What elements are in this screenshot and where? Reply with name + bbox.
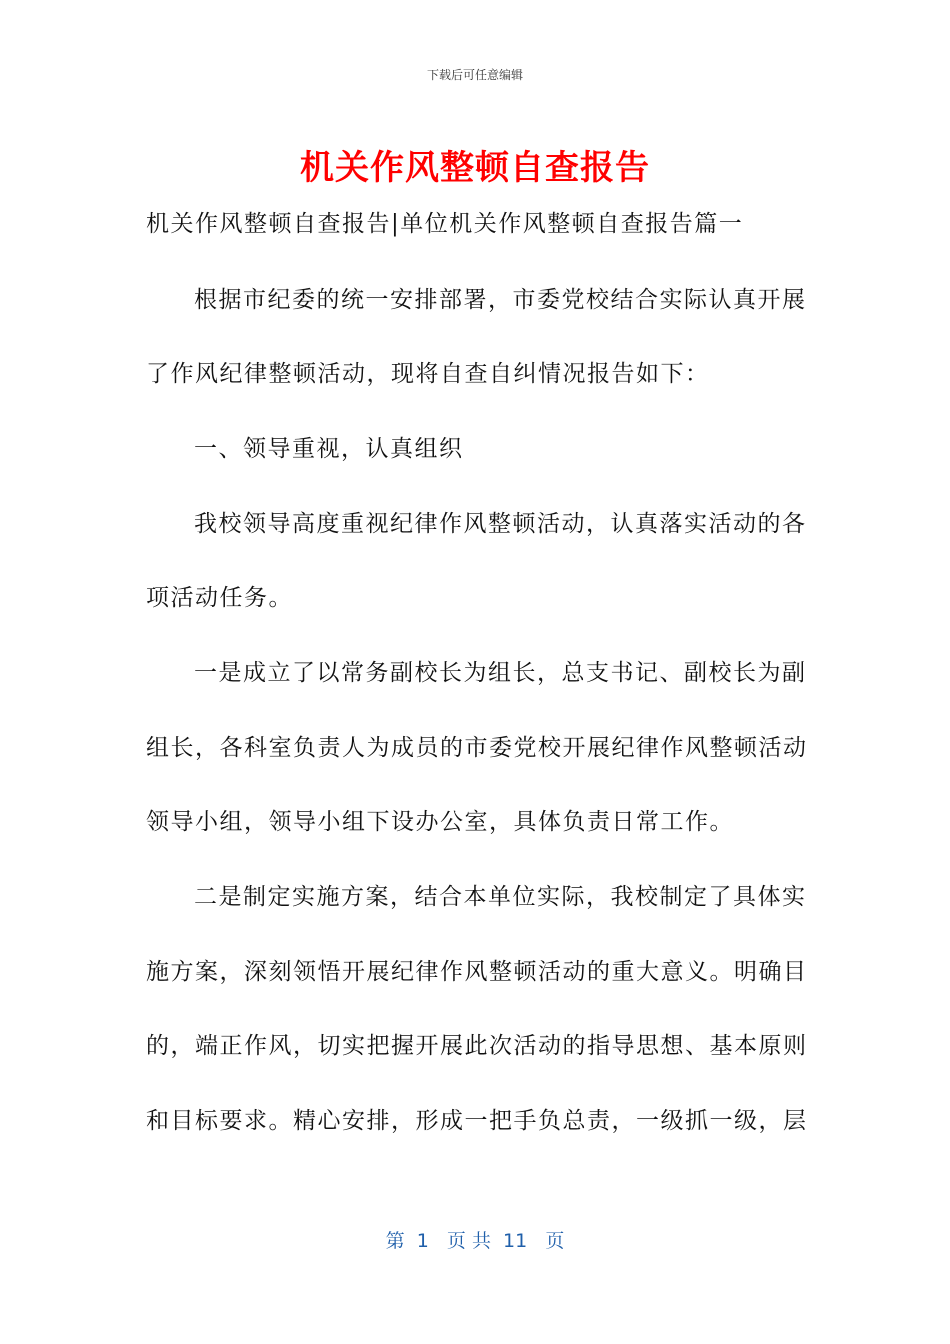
paragraph-line: 的，端正作风，切实把握开展此次活动的指导思想、基本原则 <box>146 1033 808 1059</box>
document-title: 机关作风整顿自查报告 <box>300 148 650 188</box>
paragraph-line: 项活动任务。 <box>146 585 293 611</box>
paragraph-line: 施方案，深刻领悟开展纪律作风整顿活动的重大意义。明确目 <box>146 959 808 985</box>
paragraph-line: 领导小组，领导小组下设办公室，具体负责日常工作。 <box>146 809 734 835</box>
paragraph-line: 二是制定实施方案，结合本单位实际，我校制定了具体实 <box>194 884 807 910</box>
paragraph-line: 组长，各科室负责人为成员的市委党校开展纪律作风整顿活动 <box>146 735 808 761</box>
page-number: 第 1 页 共 11 页 <box>385 1230 565 1252</box>
paragraph-line: 一是成立了以常务副校长为组长，总支书记、副校长为副 <box>194 660 807 686</box>
section-heading: 一、领导重视，认真组织 <box>194 436 464 462</box>
paragraph-line: 根据市纪委的统一安排部署，市委党校结合实际认真开展 <box>194 287 807 313</box>
paragraph-line: 我校领导高度重视纪律作风整顿活动，认真落实活动的各 <box>194 511 807 537</box>
paragraph-line: 和目标要求。精心安排，形成一把手负总责，一级抓一级，层 <box>146 1108 808 1134</box>
paragraph-line: 了作风纪律整顿活动，现将自查自纠情况报告如下： <box>146 361 710 387</box>
document-subtitle: 机关作风整顿自查报告|单位机关作风整顿自查报告篇一 <box>146 211 744 237</box>
header-note: 下载后可任意编辑 <box>426 68 523 82</box>
